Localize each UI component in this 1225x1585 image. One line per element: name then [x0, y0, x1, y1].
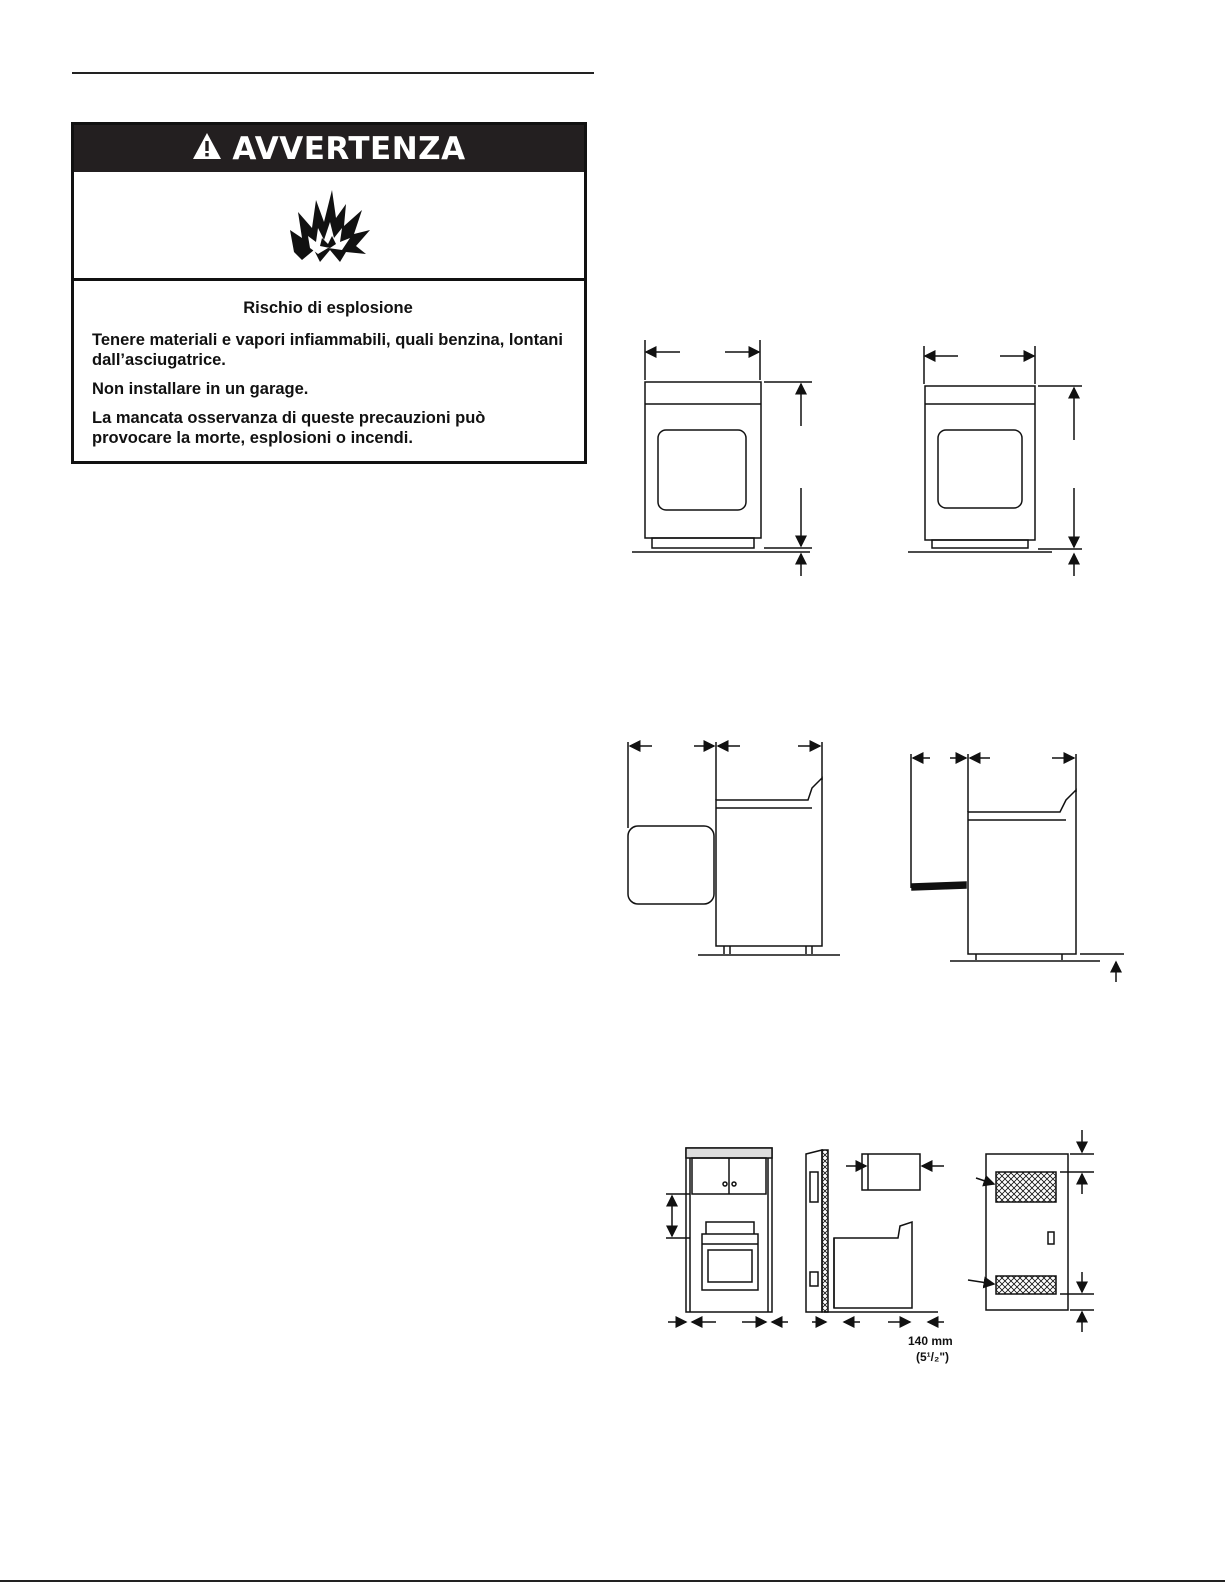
closet-door-vents-view: [968, 1130, 1094, 1332]
warning-title: AVVERTENZA: [232, 130, 466, 167]
side-view-dryer-1: [628, 742, 840, 955]
bottom-rule: [0, 1580, 1225, 1582]
closet-front-view: [666, 1148, 788, 1322]
warning-line: Non installare in un garage.: [92, 380, 309, 398]
warning-line: La mancata osservanza di queste precauzioni può provocare la morte, esplosioni o incendi.: [92, 409, 486, 447]
closet-side-view: [806, 1150, 944, 1322]
front-view-dryer-2: [908, 346, 1082, 576]
warning-line: Tenere materiali e vapori infiammabili, quali benzina, lontani dall’asciugatrice.: [92, 331, 563, 369]
warning-heading: Rischio di esplosione: [243, 299, 413, 317]
side-view-dryer-2: [911, 754, 1124, 982]
closet-dimension-mm: 140 mm: [908, 1334, 953, 1348]
front-view-dryer-1: [632, 340, 812, 576]
closet-dimension-in: (5¹/₂"): [916, 1350, 950, 1364]
